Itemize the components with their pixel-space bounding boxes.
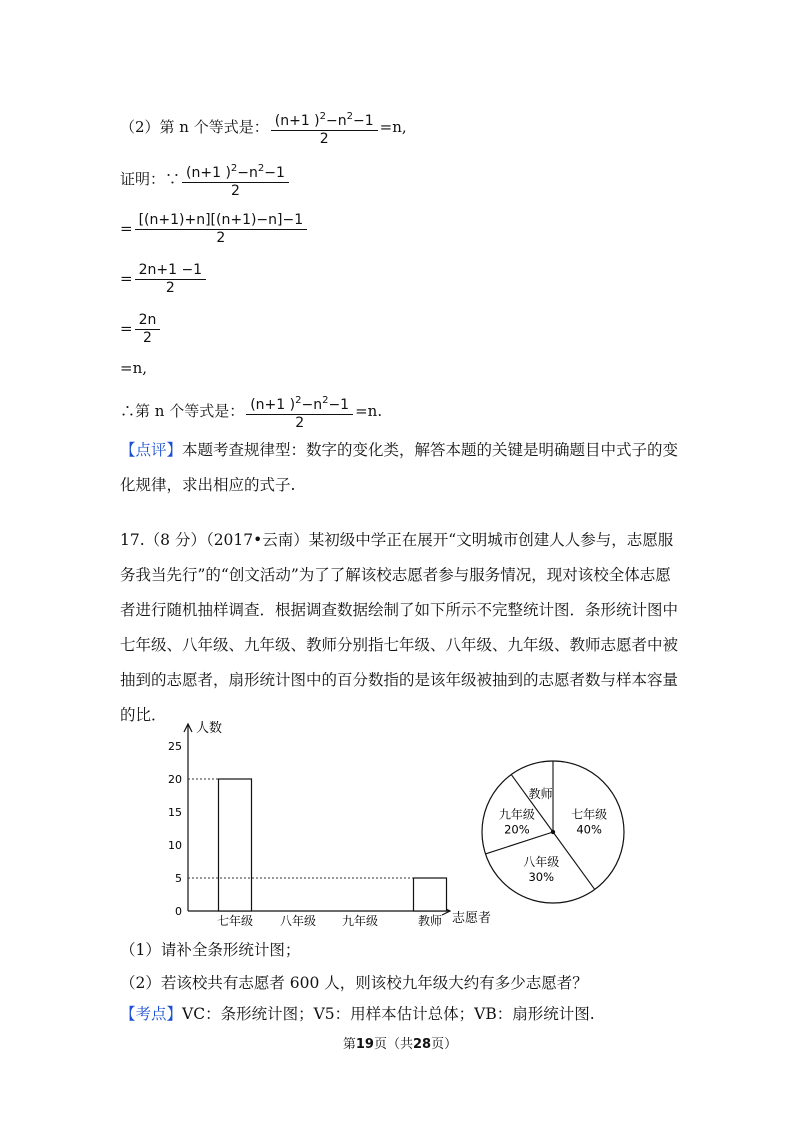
bar-0 <box>219 779 252 911</box>
pie-center-dot <box>551 830 555 834</box>
bar-y-tick-label: 5 <box>175 872 182 885</box>
kaodian-line <box>120 1004 595 1024</box>
kaodian-tag: 【考点】 <box>120 1005 183 1023</box>
question-2: （2）若该校共有志愿者 600 人，则该校九年级大约有多少志愿者？ <box>120 974 588 992</box>
proof-label: 证明：∵ <box>120 170 181 188</box>
part2-prefix: （2）第 n 个等式是： <box>120 118 269 136</box>
bar-y-tick-label: 25 <box>168 740 182 753</box>
bar-chart <box>160 712 505 927</box>
proof-step4-fraction: $\frac{2n}{2}$ <box>135 312 161 347</box>
pie-slice-percent: 30% <box>528 870 555 885</box>
proof-step3: = $\frac{2n+1 -1}{2}$ <box>120 262 208 297</box>
page-footer: 第19页（共28页） <box>342 1037 458 1052</box>
footer-page-number: 19 <box>355 1037 374 1052</box>
proof-step2: = $\frac{[(n+1)+n][(n+1)-n]-1}{2}$ <box>120 212 309 247</box>
pie-slice-percent: 40% <box>576 822 602 837</box>
question-1: （1）请补全条形统计图； <box>120 941 301 959</box>
bar-category-label: 九年级 <box>341 914 379 927</box>
comment-text: 本题考查规律型：数字的变化类，解答本题的关键是明确题目中式子的变化规律，求出相应的式子. <box>120 441 679 494</box>
pie-slice-label: 教师 <box>528 786 553 801</box>
comment-paragraph <box>120 433 685 503</box>
part2-suffix: =n, <box>379 118 407 136</box>
bar-y-tick-label: 10 <box>168 839 182 852</box>
pie-slice-label: 八年级 <box>523 855 560 870</box>
proof-step4: = $\frac{2n}{2}$ <box>120 312 162 347</box>
part2-fraction: $\frac{(n+1 )^2-n^2-1}{2}$ <box>271 108 378 148</box>
bar-category-label: 八年级 <box>279 914 317 927</box>
bar-y-tick-label: 15 <box>168 806 182 819</box>
part2-line <box>120 108 407 148</box>
problem17-paragraph: 17.（8 分）（2017•云南）某初级中学正在展开“文明城市创建人人参与，志愿服务我当先行”的“创文活动”为了了解该校志愿者参与服务情况，现对该校全体志愿者进行随机抽样调查．根据调查数据绘制了如下所示不完整统计图．条形统计图中七年级、八年级、九年级、教师分别指七年级、八年级、九年级、教师志愿者中被抽到的志愿者，扇形统计图中的百分数指的是该年级被抽到的志愿者数与样本容量的比． <box>120 531 679 724</box>
bar-y-tick-label: 0 <box>175 905 182 918</box>
conclusion-fraction: $\frac{(n+1 )^2-n^2-1}{2}$ <box>246 392 353 432</box>
bar-category-label: 教师 <box>417 914 443 927</box>
bar-category-label: 七年级 <box>216 914 254 927</box>
footer-total-pages: 28 <box>413 1037 432 1052</box>
proof-step3-fraction: $\frac{2n+1 -1}{2}$ <box>135 262 207 297</box>
comment-tag: 【点评】 <box>120 441 183 459</box>
bar-x-axis-label: 志愿者 <box>452 911 492 926</box>
proof-step1-fraction: $\frac{(n+1 )^2-n^2-1}{2}$ <box>182 160 289 200</box>
bar-y-tick-label: 20 <box>168 773 182 786</box>
pie-slice-label: 七年级 <box>571 807 608 822</box>
pie-slice-percent: 20% <box>504 822 530 837</box>
kaodian-text: VC：条形统计图；V5：用样本估计总体；VB：扇形统计图. <box>182 1005 595 1023</box>
proof-conclusion: ∴第 n 个等式是： $\frac{(n+1 )^2-n^2-1}{2}$ =n. <box>120 392 382 432</box>
proof-step1 <box>120 160 291 200</box>
proof-step2-fraction: $\frac{[(n+1)+n][(n+1)-n]-1}{2}$ <box>135 212 308 247</box>
bar-3 <box>414 878 447 911</box>
proof-step5: =n, <box>120 359 147 377</box>
pie-chart <box>475 752 635 912</box>
pie-slice-label: 九年级 <box>498 807 535 822</box>
bar-y-axis-label: 人数 <box>196 721 223 736</box>
